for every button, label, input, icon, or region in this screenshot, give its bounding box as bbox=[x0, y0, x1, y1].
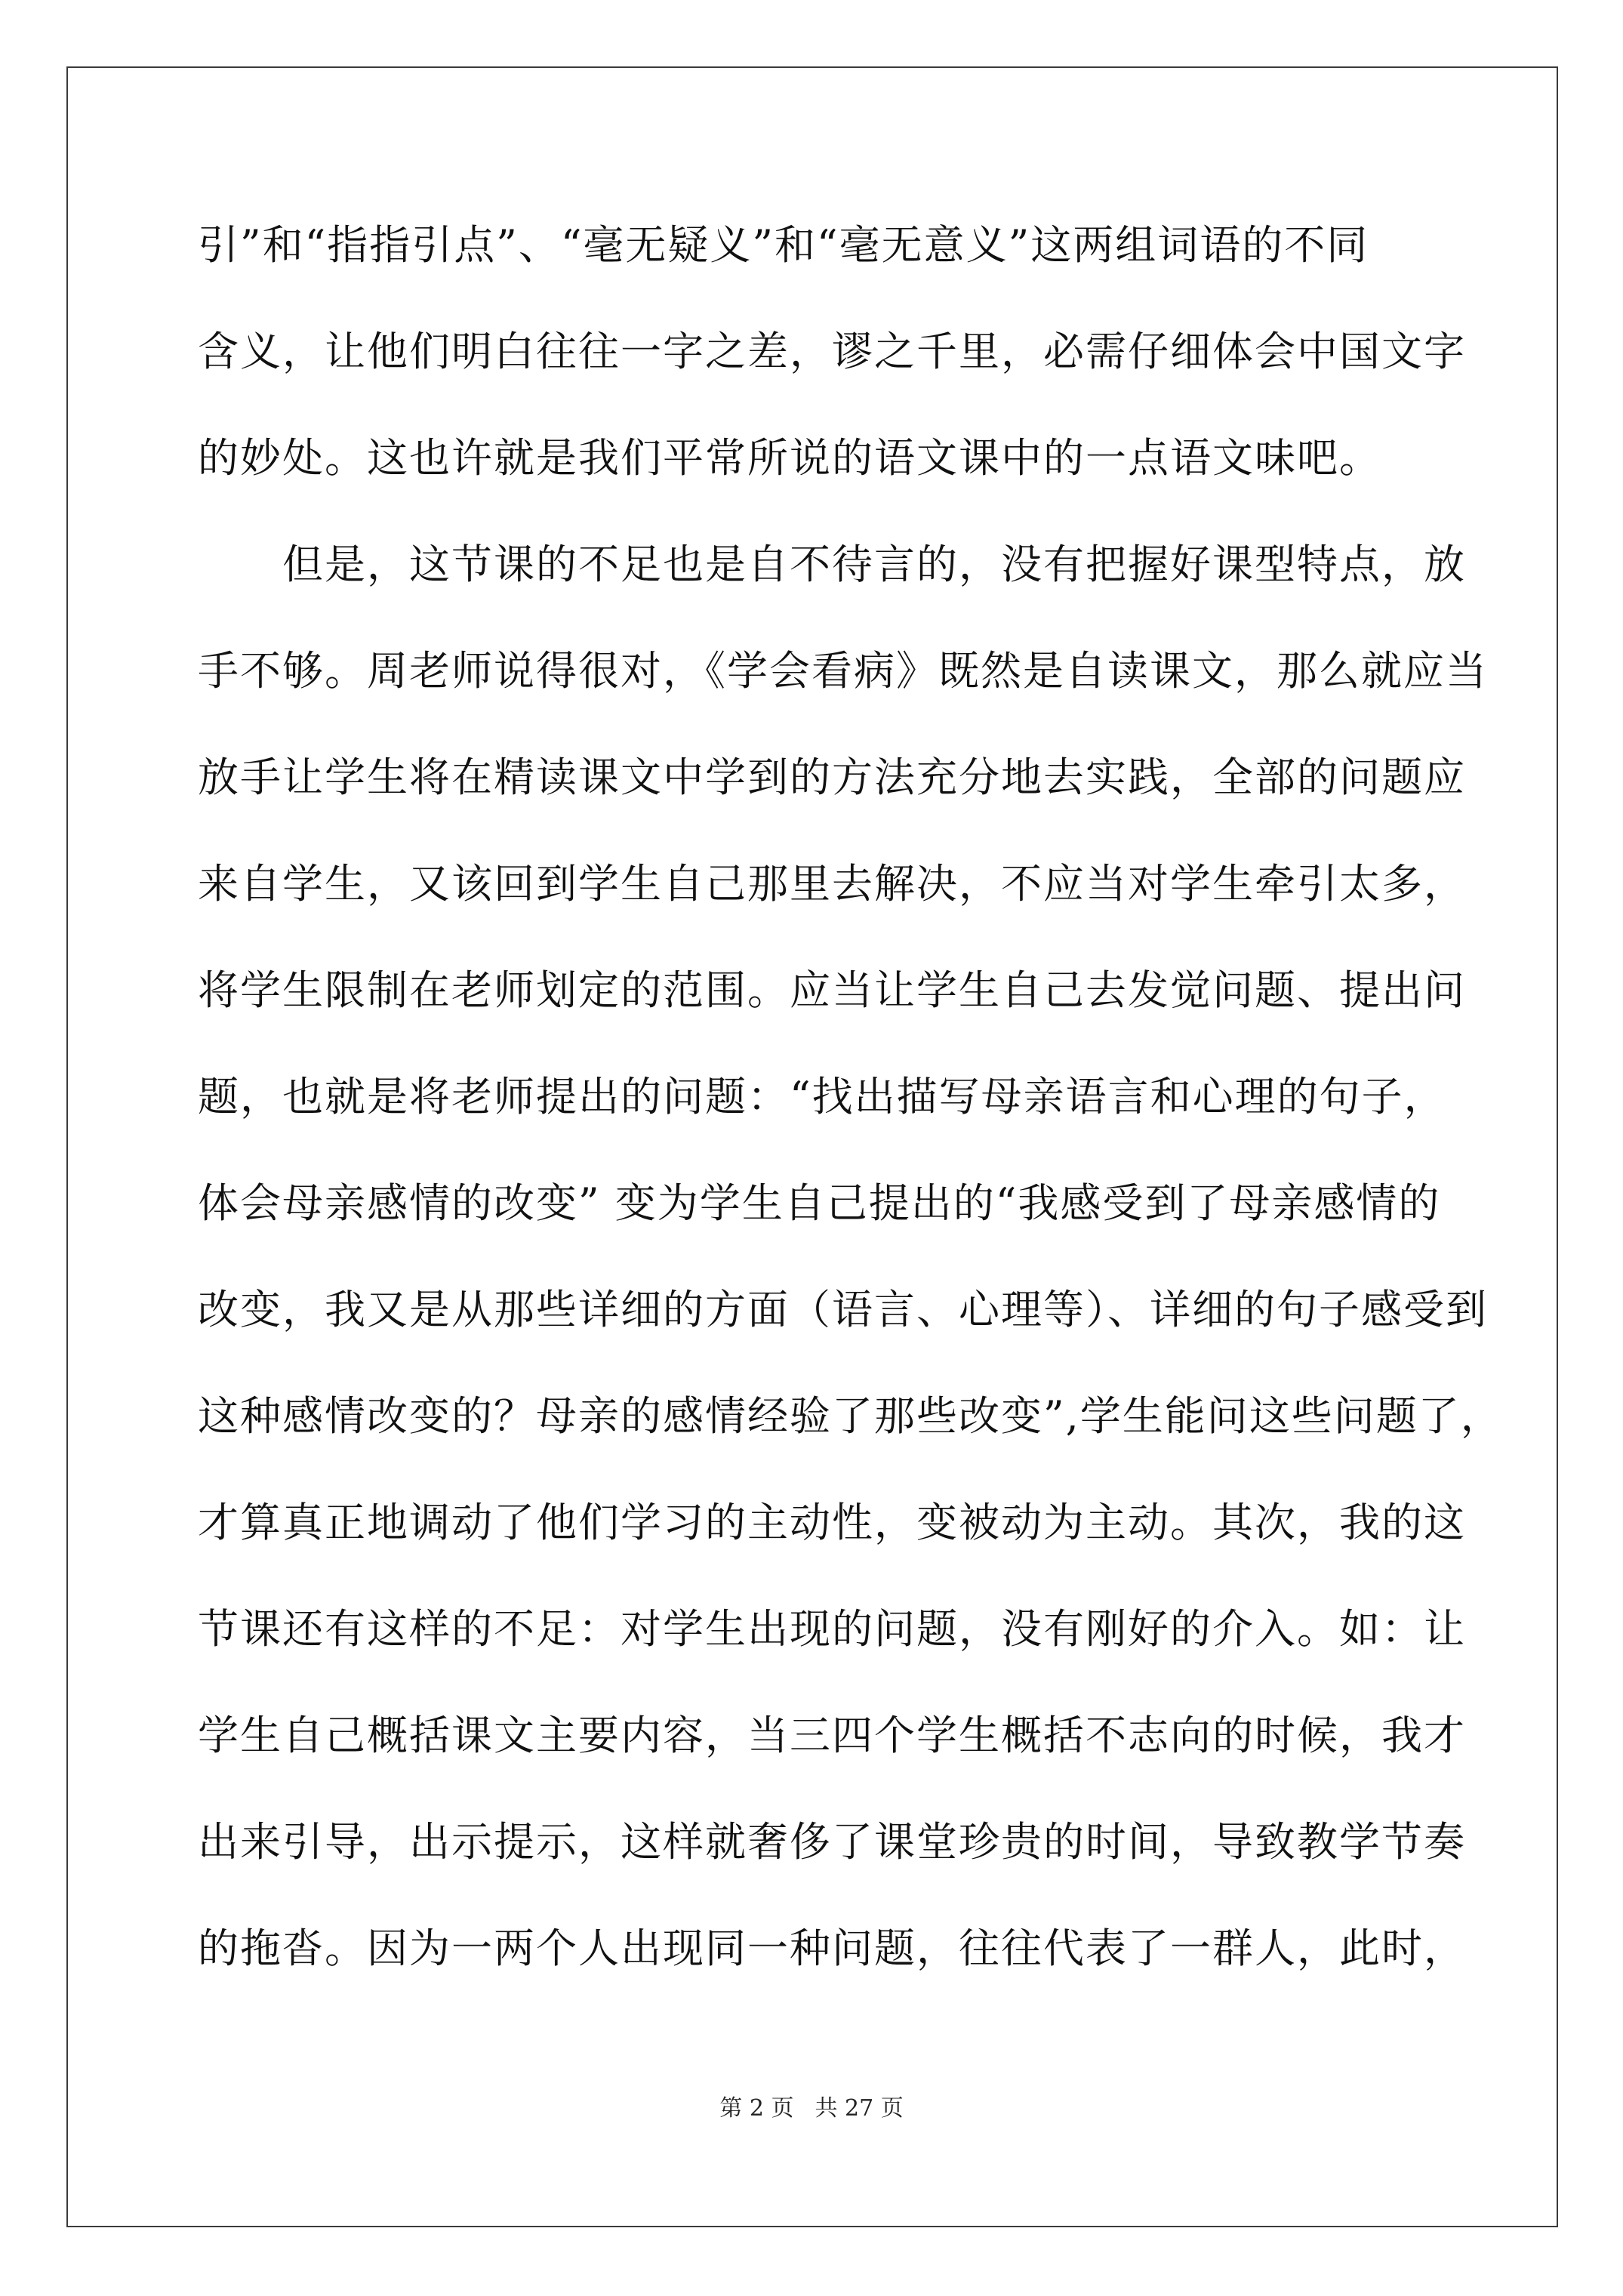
text-line: 出来引导，出示提示，这样就奢侈了课堂珍贵的时间，导致教学节奏 bbox=[198, 1818, 1466, 1866]
paragraph-first-line: 但是，这节课的不足也是自不待言的，没有把握好课型特点，放 bbox=[282, 541, 1466, 588]
text-line: 手不够。周老师说得很对，《学会看病》既然是自读课文，那么就应当 bbox=[198, 647, 1488, 695]
text-line: 来自学生，又该回到学生自己那里去解决，不应当对学生牵引太多， bbox=[198, 860, 1466, 908]
text-line: 这种感情改变的？母亲的感情经验了那些改变”,学生能问这些问题了， bbox=[198, 1392, 1503, 1440]
text-line: 引”和“指指引点”、“毫无疑义”和“毫无意义”这两组词语的不同 bbox=[198, 221, 1369, 269]
page-footer bbox=[0, 2094, 1623, 2124]
text-line: 节课还有这样的不足：对学生出现的问题，没有刚好的介入。如：让 bbox=[198, 1605, 1466, 1653]
text-line: 体会母亲感情的改变” 变为学生自己提出的“我感受到了母亲感情的 bbox=[198, 1179, 1441, 1227]
text-line: 才算真正地调动了他们学习的主动性，变被动为主动。其次，我的这 bbox=[198, 1499, 1466, 1546]
page-number: 第 2 页 bbox=[719, 2095, 794, 2122]
page-total: 共 27 页 bbox=[815, 2095, 904, 2122]
text-line: 题，也就是将老师提出的问题：“找出描写母亲语言和心理的句子， bbox=[198, 1073, 1446, 1120]
page-border bbox=[66, 66, 1558, 2227]
text-line: 将学生限制在老师划定的范围。应当让学生自己去发觉问题、提出问 bbox=[198, 966, 1466, 1014]
text-line: 的妙处。这也许就是我们平常所说的语文课中的一点语文味吧。 bbox=[198, 434, 1381, 482]
text-line: 学生自己概括课文主要内容，当三四个学生概括不志向的时候，我才 bbox=[198, 1712, 1466, 1759]
text-line: 改变，我又是从那些详细的方面（语言、心理等）、详细的句子感受到 bbox=[198, 1286, 1488, 1333]
text-line: 含义，让他们明白往往一字之差，谬之千里，必需仔细体会中国文字 bbox=[198, 328, 1466, 375]
text-line: 放手让学生将在精读课文中学到的方法充分地去实践，全部的问题应 bbox=[198, 754, 1466, 801]
text-line: 的拖沓。因为一两个人出现同一种问题，往往代表了一群人，此时， bbox=[198, 1925, 1466, 1972]
